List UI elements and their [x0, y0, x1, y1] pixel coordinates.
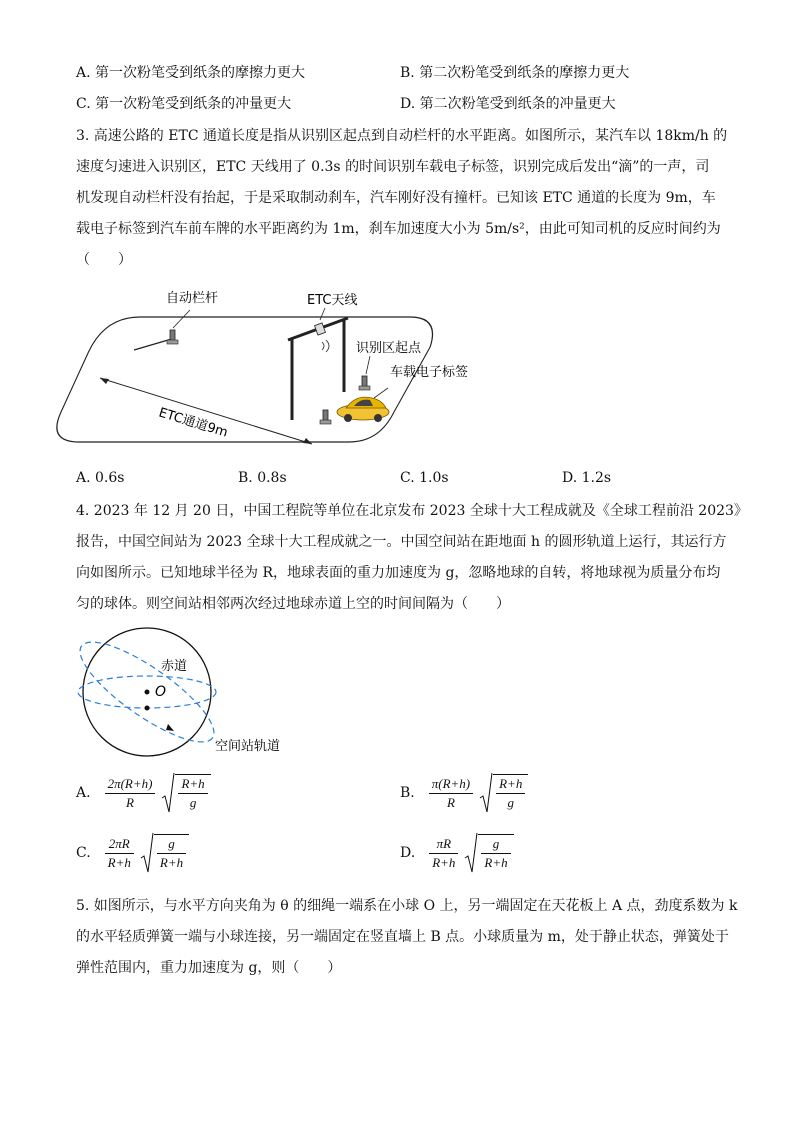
radicand-denominator: g [189, 795, 197, 810]
q3-line-3: 机发现自动栏杆没有抬起，于是采取制动刹车，汽车刚好没有撞杆。已知该 ETC 通道的长度为 9m，车 [76, 190, 716, 206]
radicand-denominator: R+h [159, 855, 184, 870]
q4-line-4: 匀的球体。则空间站相邻两次经过地球赤道上空的时间间隔为（ ） [76, 596, 510, 612]
coef-denominator: R [446, 794, 455, 810]
q5-line-2: 的水平轻质弹簧一端与小球连接，另一端固定在竖直墙上 B 点。小球质量为 m，处于静止状态，弹簧处于 [76, 929, 729, 945]
equator-label: 赤道 [161, 659, 188, 674]
barrier-label: 自动栏杆 [166, 291, 219, 306]
orbit-direction-arrow [166, 724, 174, 731]
center-label: O [155, 684, 167, 700]
q3-line-5: （ ） [76, 252, 132, 268]
length-label: ETC通道9m [156, 405, 230, 441]
q2-option-b: B. 第二次粉笔受到纸条的摩擦力更大 [400, 65, 630, 81]
orbit-figure [70, 622, 310, 757]
q4-option-b [400, 774, 528, 812]
q2-option-d: D. 第二次粉笔受到纸条的冲量更大 [400, 96, 616, 112]
q5-line-3: 弹性范围内，重力加速度为 g，则（ ） [76, 960, 342, 976]
radicand-numerator: g [481, 835, 510, 854]
etc-channel-figure [70, 280, 469, 455]
q3-line-2: 速度匀速进入识别区，ETC 天线用了 0.3s 的时间识别车载电子标签，识别完成后发出“滴”的一声，司 [76, 159, 710, 175]
q3-option-b: B. 0.8s [238, 470, 287, 486]
tag-label: 车载电子标签 [390, 365, 469, 380]
start-label: 识别区起点 [356, 341, 422, 356]
radicand-numerator: g [157, 835, 186, 854]
road-sign [320, 410, 331, 424]
q4-line-1: 4. 2023 年 12 月 20 日，中国工程院等单位在北京发布 2023 全球十大工程成就及《全球工程前沿 2023》 [76, 503, 748, 519]
q3-option-d: D. 1.2s [562, 470, 612, 486]
q5-line-1: 5. 如图所示，与水平方向夹角为 θ 的细绳一端系在小球 O 上，另一端固定在天花板上 A 点，劲度系数为 k [76, 898, 738, 914]
q3-option-c: C. 1.0s [400, 470, 449, 486]
radicand-numerator: R+h [496, 775, 525, 794]
antenna-label: ETC天线 [307, 293, 358, 308]
automatic-barrier [134, 310, 190, 350]
q4-option-c [76, 834, 189, 872]
coef-numerator: πR [429, 835, 458, 854]
coef-numerator: 2πR [105, 835, 134, 854]
q3-line-4: 载电子标签到汽车前车牌的水平距离约为 1m，刹车加速度大小为 5m/s²，由此可知司机的反应时间约为 [76, 221, 721, 237]
q4-line-2: 报告，中国空间站为 2023 全球十大工程成就之一。中国空间站在距地面 h 的圆形轨道上运行，其运行方 [76, 534, 727, 550]
radicand-numerator: R+h [178, 775, 207, 794]
radicand-denominator: g [507, 795, 514, 810]
option-letter: C. [76, 845, 91, 861]
radicand-denominator: R+h [484, 855, 508, 870]
coef-denominator: R+h [107, 854, 131, 870]
option-letter: B. [400, 785, 415, 801]
coef-numerator: 2π(R+h) [105, 775, 156, 794]
coef-denominator: R [126, 794, 134, 810]
center-point [145, 690, 150, 695]
orbit-label: 空间站轨道 [215, 739, 281, 754]
q3-option-a: A. 0.6s [76, 470, 125, 486]
coef-denominator: R+h [432, 854, 456, 870]
start-sign [359, 356, 370, 390]
car-icon [337, 388, 389, 422]
station-point [145, 706, 150, 711]
q3-line-1: 3. 高速公路的 ETC 通道长度是指从识别区起点到自动栏杆的水平距离。如图所示，某汽车以 18km/h 的 [76, 128, 728, 144]
option-letter: A. [76, 785, 91, 801]
coef-numerator: π(R+h) [429, 775, 473, 794]
etc-gantry [288, 308, 348, 420]
q4-option-a [76, 774, 211, 812]
q4-line-3: 向如图所示。已知地球半径为 R，地球表面的重力加速度为 g，忽略地球的自转，将地球视为质量分布均 [76, 565, 721, 581]
q4-option-d [400, 834, 514, 872]
option-letter: D. [400, 845, 416, 861]
q2-option-a: A. 第一次粉笔受到纸条的摩擦力更大 [76, 65, 306, 81]
q2-option-c: C. 第一次粉笔受到纸条的冲量更大 [76, 96, 292, 112]
